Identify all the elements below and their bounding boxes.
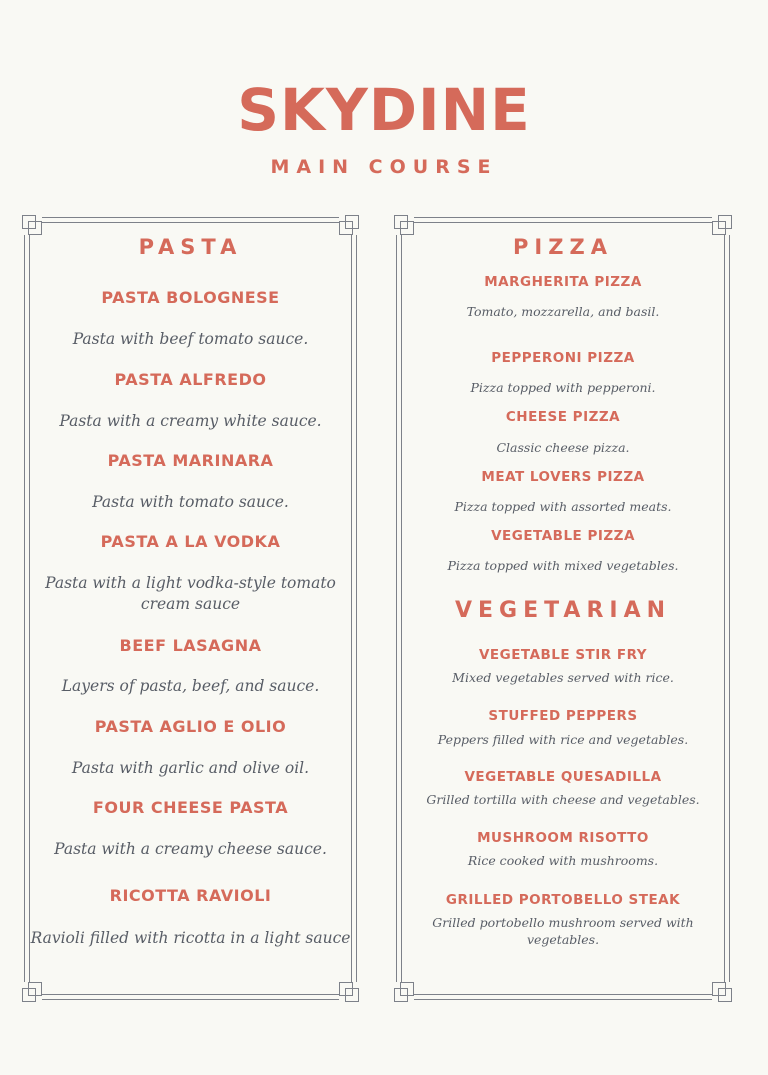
dish-name: PASTA AGLIO E OLIO — [94, 717, 287, 736]
section-title-pasta: PASTA — [138, 235, 243, 259]
brand-title: SKYDINE — [237, 76, 531, 144]
dish-name: PEPPERONI PIZZA — [491, 350, 635, 366]
pizza-vegetarian-panel — [396, 217, 730, 1000]
dish-name: GRILLED PORTOBELLO STEAK — [445, 892, 681, 908]
dish-description: Pasta with tomato sauce. — [92, 493, 289, 511]
corner-ornament — [339, 215, 359, 235]
corner-ornament — [712, 982, 732, 1002]
dish-name: CHEESE PIZZA — [505, 409, 621, 425]
dish-name: MUSHROOM RISOTTO — [477, 830, 649, 846]
dish-description: Mixed vegetables served with rice. — [452, 670, 674, 685]
dish-name: FOUR CHEESE PASTA — [92, 798, 289, 817]
pasta-panel — [24, 217, 357, 1000]
dish-name: VEGETABLE STIR FRY — [478, 647, 648, 663]
dish-description: Pasta with a light vodka-style tomato cream sauce — [45, 574, 336, 613]
dish-name: PASTA A LA VODKA — [100, 532, 281, 551]
corner-ornament — [394, 982, 414, 1002]
dish-name: MEAT LOVERS PIZZA — [481, 469, 645, 485]
dish-description: Grilled portobello mushroom served with vegetables. — [432, 915, 694, 947]
dish-description: Pasta with a creamy white sauce. — [59, 412, 322, 430]
dish-name: VEGETABLE PIZZA — [491, 528, 635, 544]
corner-ornament — [394, 215, 414, 235]
menu-subtitle: MAIN COURSE — [270, 156, 498, 178]
dish-description: Grilled tortilla with cheese and vegetables. — [426, 792, 700, 807]
dish-description: Ravioli filled with ricotta in a light sauce — [30, 929, 351, 947]
dish-name: RICOTTA RAVIOLI — [109, 886, 272, 905]
dish-description: Pasta with beef tomato sauce. — [72, 330, 309, 348]
corner-ornament — [22, 215, 42, 235]
dish-description: Layers of pasta, beef, and sauce. — [61, 677, 320, 695]
dish-description: Pizza topped with mixed vegetables. — [447, 558, 679, 573]
dish-description: Pasta with a creamy cheese sauce. — [54, 840, 327, 858]
section-title-vegetarian: VEGETARIAN — [454, 598, 672, 623]
corner-ornament — [712, 215, 732, 235]
dish-description: Pizza topped with assorted meats. — [454, 499, 672, 514]
dish-name: STUFFED PEPPERS — [488, 708, 638, 724]
dish-description: Peppers filled with rice and vegetables. — [437, 732, 689, 747]
dish-description: Tomato, mozzarella, and basil. — [466, 304, 660, 319]
dish-description: Pasta with garlic and olive oil. — [71, 759, 310, 777]
dish-description: Pizza topped with pepperoni. — [470, 380, 656, 395]
dish-name: PASTA BOLOGNESE — [101, 288, 280, 307]
section-title-pizza: PIZZA — [513, 235, 613, 259]
corner-ornament — [22, 982, 42, 1002]
dish-name: MARGHERITA PIZZA — [484, 274, 642, 290]
dish-description: Classic cheese pizza. — [496, 440, 630, 455]
corner-ornament — [339, 982, 359, 1002]
dish-name: PASTA MARINARA — [107, 451, 274, 470]
dish-description: Rice cooked with mushrooms. — [467, 853, 659, 868]
dish-name: BEEF LASAGNA — [119, 636, 262, 655]
dish-name: PASTA ALFREDO — [114, 370, 267, 389]
dish-name: VEGETABLE QUESADILLA — [464, 769, 662, 785]
